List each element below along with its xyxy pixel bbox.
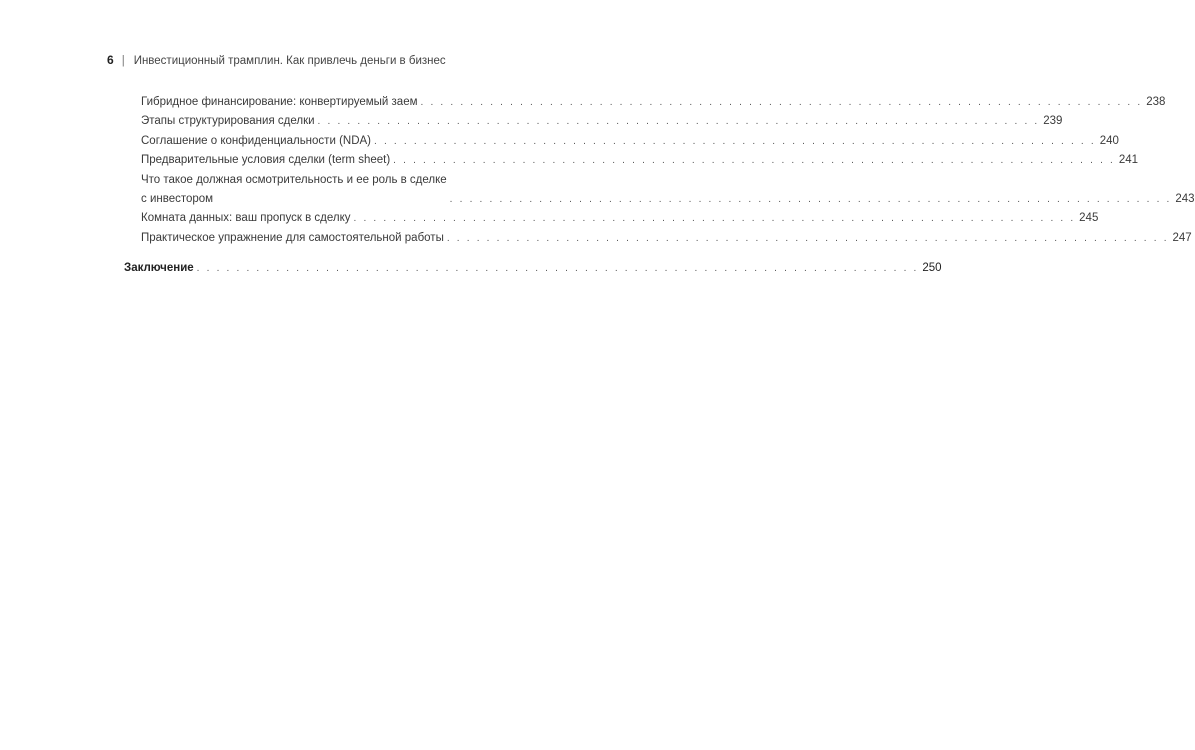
book-title: Инвестиционный трамплин. Как привлечь деньги в бизнес — [133, 55, 446, 67]
toc-leader-dots: . . . . . . . . . . . . . . . . . . . . . . . . . . . . . . . . . . . . . . . . . . . . . . . . . . . . . . . . . . . . . . . . . . . . . . . . . — [449, 194, 1172, 206]
page-number: 6 — [107, 53, 114, 67]
toc-entry[interactable] — [124, 171, 1195, 210]
toc-leader-dots: . . . . . . . . . . . . . . . . . . . . . . . . . . . . . . . . . . . . . . . . . . . . . . . . . . . . . . . . . . . . . . . . . . . . . . . . . — [317, 116, 1040, 128]
toc-entry-title: Заключение — [124, 262, 194, 275]
toc-entry-title — [141, 171, 447, 210]
toc-entry-page: 240 — [1099, 134, 1119, 147]
toc-leader-dots: . . . . . . . . . . . . . . . . . . . . . . . . . . . . . . . . . . . . . . . . . . . . . . . . . . . . . . . . . . . . . . . . . . . . . . . . . — [446, 232, 1169, 244]
toc-entry[interactable] — [124, 112, 1063, 131]
toc-entry-page: 241 — [1118, 154, 1139, 167]
running-header — [107, 53, 446, 67]
toc-entry-title-line: с инвестором — [141, 193, 214, 206]
toc-entry-title: Этапы структурирования сделки — [141, 115, 315, 128]
toc-leader-dots: . . . . . . . . . . . . . . . . . . . . . . . . . . . . . . . . . . . . . . . . . . . . . . . . . . . . . . . . . . . . . . . . . . . . . . . . . — [353, 213, 1076, 225]
toc-entry-conclusion[interactable] — [124, 259, 942, 278]
toc-leader-dots: . . . . . . . . . . . . . . . . . . . . . . . . . . . . . . . . . . . . . . . . . . . . . . . . . . . . . . . . . . . . . . . . . . . . . . . . . — [393, 155, 1116, 167]
toc-entry-title: Соглашение о конфиденциальности (NDA) — [141, 134, 372, 147]
toc-entry-page: 247 — [1172, 231, 1192, 244]
toc-entry-page: 245 — [1079, 212, 1099, 225]
toc-entry[interactable] — [124, 209, 1099, 228]
toc-entry[interactable] — [124, 151, 1139, 170]
toc-entry-title: Предварительные условия сделки (term sheet) — [141, 154, 391, 167]
toc-entry-title-line: Что такое должная осмотрительность и ее роль в сделке — [141, 173, 447, 186]
toc-entry-title: Гибридное финансирование: конвертируемый заем — [141, 96, 418, 108]
toc-entry[interactable] — [124, 132, 1119, 151]
toc-entry-page: 243 — [1175, 193, 1195, 206]
table-of-contents — [124, 93, 1195, 279]
toc-entry-title: Комната данных: ваш пропуск в сделку — [141, 212, 351, 225]
toc-entry-page: 238 — [1146, 96, 1166, 108]
toc-entry-title: Практическое упражнение для самостоятельной работы — [141, 231, 444, 244]
toc-entry[interactable] — [124, 93, 1166, 112]
toc-leader-dots: . . . . . . . . . . . . . . . . . . . . . . . . . . . . . . . . . . . . . . . . . . . . . . . . . . . . . . . . . . . . . . . . . . . . . . . . . — [196, 263, 919, 275]
toc-entry-page: 239 — [1043, 115, 1063, 128]
toc-leader-dots: . . . . . . . . . . . . . . . . . . . . . . . . . . . . . . . . . . . . . . . . . . . . . . . . . . . . . . . . . . . . . . . . . . . . . . . . . — [374, 135, 1096, 147]
toc-leader-dots: . . . . . . . . . . . . . . . . . . . . . . . . . . . . . . . . . . . . . . . . . . . . . . . . . . . . . . . . . . . . . . . . . . . . . . . . . — [420, 97, 1143, 108]
toc-entry[interactable] — [124, 229, 1192, 248]
header-separator: | — [121, 55, 125, 67]
toc-entry-page: 250 — [922, 262, 942, 275]
